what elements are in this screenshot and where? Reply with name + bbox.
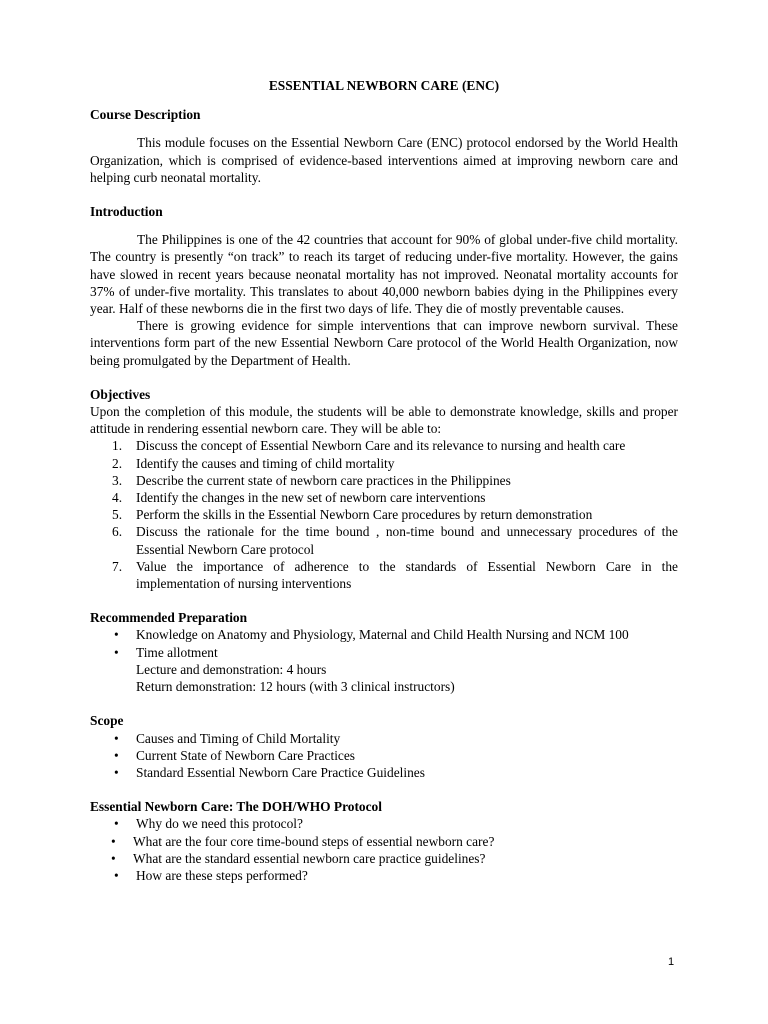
bullet-icon: • <box>114 816 119 832</box>
recommended-preparation-list <box>90 626 678 695</box>
list-number: 2. <box>112 455 123 471</box>
list-item-text: Identify the causes and timing of child mortality <box>136 455 395 471</box>
list-item-text: Perform the skills in the Essential Newborn Care procedures by return demonstration <box>136 507 593 523</box>
list-item-text: Knowledge on Anatomy and Physiology, Maternal and Child Health Nursing and NCM 100 <box>136 627 629 643</box>
list-item-text: Why do we need this protocol? <box>136 816 303 832</box>
document-title: ESSENTIAL NEWBORN CARE (ENC) <box>268 78 500 93</box>
bullet-icon: • <box>114 867 119 883</box>
time-allotment-return-demo: Return demonstration: 12 hours (with 3 clinical instructors) <box>136 679 455 695</box>
list-item <box>90 850 678 867</box>
list-item <box>90 472 678 489</box>
list-item <box>90 558 678 592</box>
document-page <box>90 77 678 884</box>
list-item-text: Value the importance of adherence to the standards of Essential Newborn Care in the implementation of nursing interventions <box>136 558 678 592</box>
scope-list <box>90 730 678 782</box>
introduction-paragraph: There is growing evidence for simple interventions that can improve newborn survival. These interventions form part of the new Essential Newborn Care protocol of the World Health Organization, now being promulgated by the Department of Health. <box>90 318 678 368</box>
list-item <box>90 626 678 643</box>
list-item-text: Describe the current state of newborn care practices in the Philippines <box>136 472 511 488</box>
list-item-text: Current State of Newborn Care Practices <box>136 747 356 763</box>
list-item <box>90 455 678 472</box>
list-number: 7. <box>112 558 123 574</box>
list-item-text: Standard Essential Newborn Care Practice Guidelines <box>136 764 425 780</box>
list-item <box>90 506 678 523</box>
bullet-icon: • <box>111 833 116 849</box>
list-item-text: Causes and Timing of Child Mortality <box>136 730 341 746</box>
bullet-icon: • <box>114 747 119 763</box>
list-item <box>90 833 678 850</box>
list-number: 6. <box>112 524 123 540</box>
objectives-heading: Objectives <box>90 386 151 402</box>
list-item <box>90 437 678 454</box>
list-item <box>90 730 678 747</box>
protocol-heading: Essential Newborn Care: The DOH/WHO Protocol <box>90 799 382 815</box>
scope-heading: Scope <box>90 713 124 729</box>
list-item <box>90 815 678 832</box>
page-number: 1 <box>668 956 675 968</box>
introduction-paragraph: The Philippines is one of the 42 countries that account for 90% of global under-five child mortality. The country is presently “on track” to reach its target of reducing under-five mortality. However, the gains have slowed in recent years because neonatal mortality has not improved. Neonatal mortality accounts for 37% of under-five mortality. This translates to about 40,000 newborn babies dying in the Philippines every year. Half of these newborns die in the first two days of life. They die of mostly preventable causes. <box>90 232 678 317</box>
bullet-icon: • <box>111 850 116 866</box>
objectives-intro: Upon the completion of this module, the students will be able to demonstrate knowledge, skills and proper attitude in rendering essential newborn care. They will be able to: <box>90 404 678 437</box>
list-number: 4. <box>112 490 123 506</box>
time-allotment-lecture: Lecture and demonstration: 4 hours <box>136 661 327 677</box>
objectives-list <box>90 437 678 592</box>
list-item-text: What are the standard essential newborn care practice guidelines? <box>133 850 486 866</box>
list-item-text: Identify the changes in the new set of newborn care interventions <box>136 490 486 506</box>
list-item <box>90 764 678 781</box>
list-item <box>90 867 678 884</box>
introduction-heading: Introduction <box>90 204 163 220</box>
course-description-heading: Course Description <box>90 107 201 123</box>
bullet-icon: • <box>114 644 119 660</box>
recommended-preparation-heading: Recommended Preparation <box>90 610 248 626</box>
list-number: 1. <box>112 438 123 454</box>
list-item <box>90 523 678 557</box>
list-item <box>90 747 678 764</box>
list-item <box>90 489 678 506</box>
list-number: 5. <box>112 507 123 523</box>
list-item-text: How are these steps performed? <box>136 867 308 883</box>
list-item <box>90 644 678 696</box>
list-item-text: What are the four core time-bound steps of essential newborn care? <box>133 833 495 849</box>
bullet-icon: • <box>114 764 119 780</box>
list-item-text: Discuss the concept of Essential Newborn Care and its relevance to nursing and health care <box>136 438 626 454</box>
list-item-text: Discuss the rationale for the time bound , non-time bound and unnecessary procedures of the Essential Newborn Care protocol <box>136 524 678 557</box>
bullet-icon: • <box>114 627 119 643</box>
list-item-text: Time allotment <box>136 644 218 660</box>
course-description-text: This module focuses on the Essential Newborn Care (ENC) protocol endorsed by the World Health Organization, which is comprised of evidence-based interventions aimed at improving newborn care and helping curb neonatal mortality. <box>90 135 678 185</box>
bullet-icon: • <box>114 730 119 746</box>
list-number: 3. <box>112 472 123 488</box>
protocol-list <box>90 815 678 884</box>
